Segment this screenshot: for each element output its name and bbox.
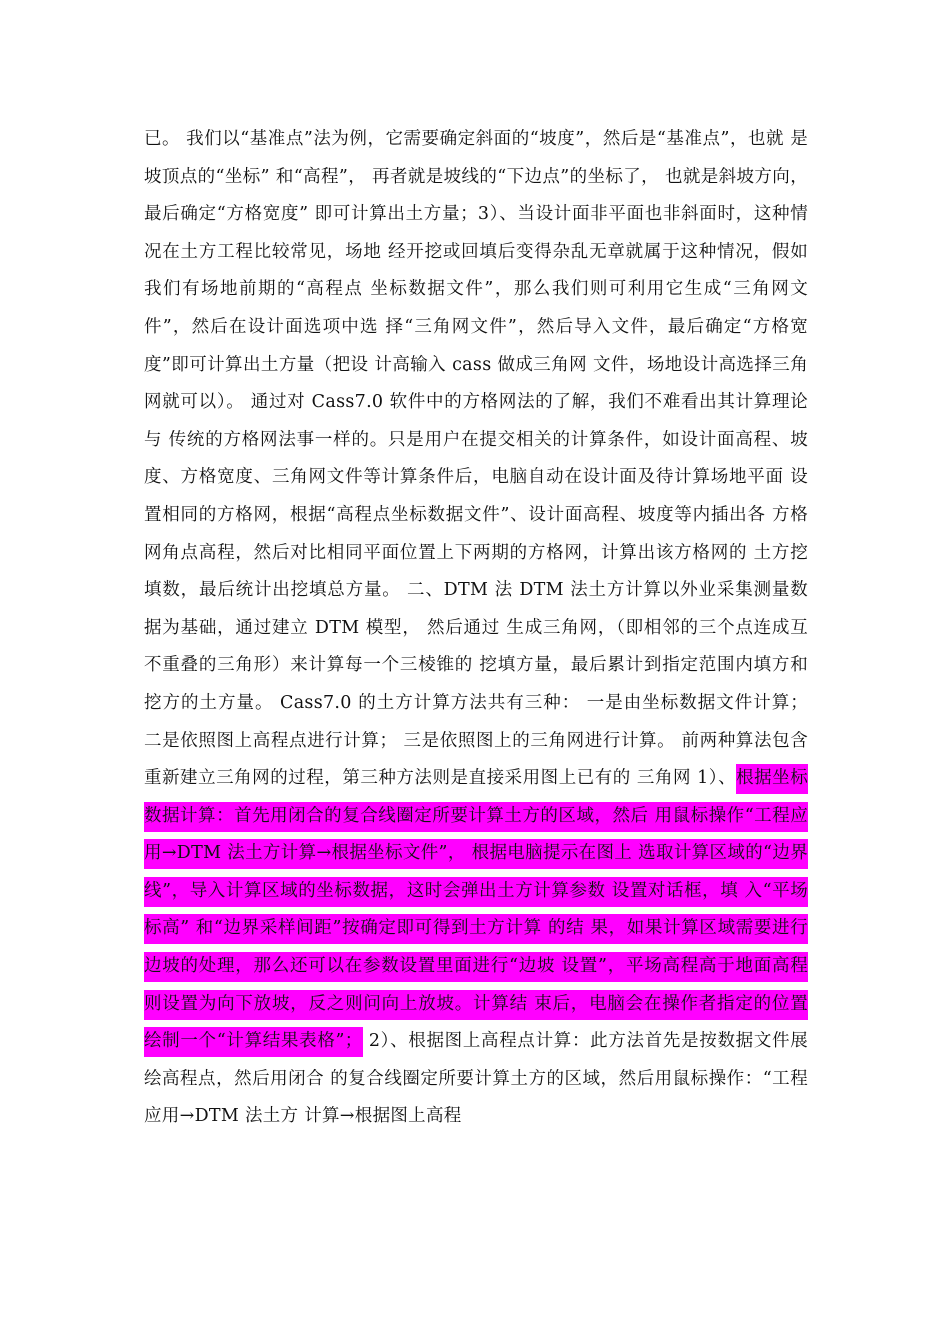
paragraph-text-before-highlight: 已。 我们以“基准点”法为例，它需要确定斜面的“坡度”，然后是“基准点”，也就 是坡顶点的“坐标” 和“高程”， 再者就是坡线的“下边点”的坐标了， 也就是斜坡方向， 最后确定“方格宽度” 即可计算出土方量；3）、当设计面非平面也非斜面时，这种情况在土方工程比较常见，场地 经开挖或回填后变得杂乱无章就属于这种情况，假如我们有场地前期的“高程点 坐标数据文件”，那么我们则可利用它生成“三角网文件”，然后在设计面选项中选 择“三角网文件”，然后导入文件，最后确定“方格宽度”即可计算出土方量（把设 计高输入 cass 做成三角网 文件，场地设计高选择三角网就可以）。 通过对 Cass7.0 软件中的方格网法的了解，我们不难看出其计算理论与 传统的方格网法事一样的。只是用户在提交相关的计算条件，如设计面高程、坡 度、方格宽度、三角网文件等计算条件后，电脑自动在设计面及待计算场地平面 设置相同的方格网，根据“高程点坐标数据文件”、设计面高程、坡度等内插出各 方格网角点高程，然后对比相同平面位置上下两期的方格网，计算出该方格网的 土方挖填数，最后统计出挖填总方量。 二、DTM 法 DTM 法土方计算以外业采集测量数据为基础，通过建立 DTM 模型， 然后通过 生成三角网，（即相邻的三个点连成互不重叠的三角形）来计算每一个三棱锥的 挖填方量，最后累计到指定范围内填方和挖方的土方量。 Cass7.0 的土方计算方法共有三种： 一是由坐标数据文件计算； 二是依照图上高程点进行计算； 三是依照图上的三角网进行计算。 前两种算法包含重新建立三角网的过程，第三种方法则是直接采用图上已有的 三角网 1）、 (144, 129, 808, 789)
highlighted-passage: 根据坐标数据计算：首先用闭合的复合线圈定所要计算土方的区域，然后 用鼠标操作“工程应用→DTM 法土方计算→根据坐标文件”， 根据电脑提示在图上 选取计算区域的“边界线”，导入计算区域的坐标数据，这时会弹出土方计算参数 设置对话框，填 入“平场标高” 和“边界采样间距”按确定即可得到土方计算 的结 果，如果计算区域需要进行边坡的处理，那么还可以在参数设置里面进行“边坡 设置”，平场高程高于地面高程则设置为向下放坡，反之则问向上放坡。计算结 束后，电脑会在操作者指定的位置绘制一个“计算结果表格”； (144, 764, 808, 1057)
body-paragraph (144, 121, 808, 1136)
paragraph-text-after-highlight: 2）、根据图上高程点计算：此方法首先是按数据文件展绘高程点，然后用闭合 的复合线圈定所要计算土方的区域，然后用鼠标操作：“工程应用→DTM 法土方 计算→根据图上高程 (144, 1031, 808, 1127)
